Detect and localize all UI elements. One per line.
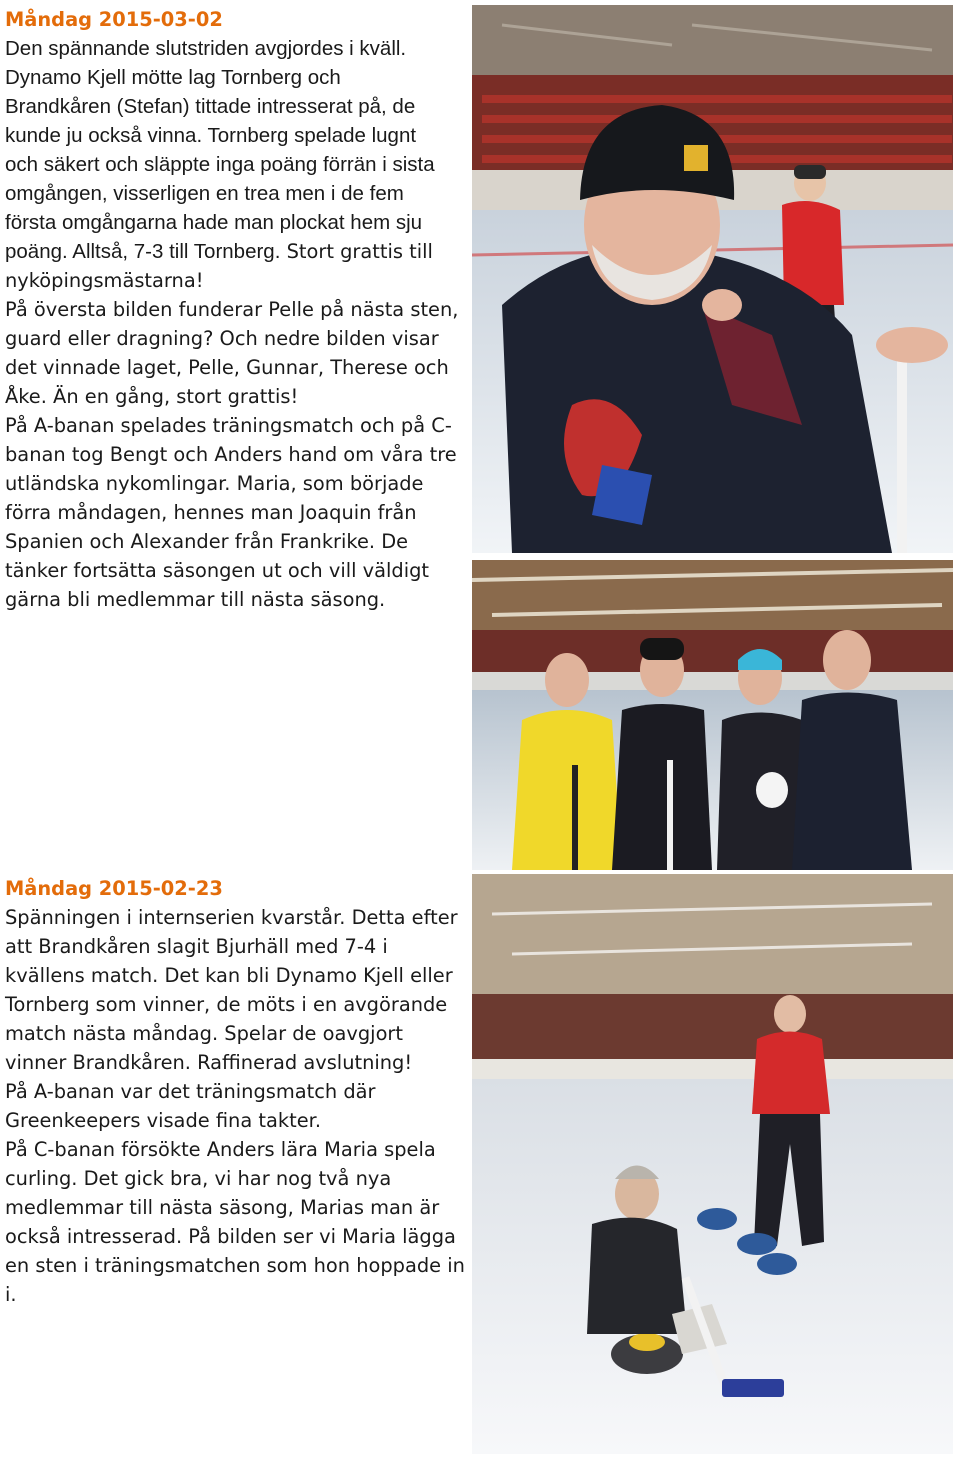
paragraph: Den spännande slutstriden avgjordes i kväll. Dynamo Kjell mötte lag Tornberg och Brandkåren (Stefan) tittade intresserat på, de kunde ju också vinna. Tornberg spelade lugnt och säkert och släppte inga poäng förrän i sista omgången, visserligen en trea men i de fem första omgångarna hade man plockat hem sju poäng. Alltså, 7-3 till Tornberg. Stort grattis till nyköpingsmästarna! [5,37,435,292]
paragraph: På C-banan försökte Anders lära Maria spela curling. Det gick bra, vi har nog två nya medlemmar till nästa säsong, Marias man är också intresserad. På bilden ser vi Maria lägga en sten i träningsmatchen som hon hoppade in i. [5,1138,465,1306]
section-2015-03-02 [5,5,468,614]
paragraph: Spänningen i internserien kvarstår. Detta efter att Brandkåren slagit Bjurhäll med 7-4 i kvällens match. Det kan bli Dynamo Kjell eller Tornberg som vinner, de möts i en avgörande match nästa måndag. Spelar de oavgjort vinner Brandkåren. Raffinerad avslutning! [5,906,458,1074]
paragraph: På A-banan spelades träningsmatch och på C-banan tog Bengt och Anders hand om våra tre utländska nykomlingar. Maria, som började förra måndagen, hennes man Joaquin från Spanien och Alexander från Frankrike. De tänker fortsätta säsongen ut och vill väldigt gärna bli medlemmar till nästa säsong. [5,414,457,611]
section-heading: Måndag 2015-03-02 [5,8,223,31]
paragraph: På A-banan var det träningsmatch där Greenkeepers visade fina takter. [5,1080,376,1132]
paragraph: På översta bilden funderar Pelle på nästa sten, guard eller dragning? Och nedre bilden visar det vinnade laget, Pelle, Gunnar, Therese och Åke. Än en gång, stort grattis! [5,298,459,408]
section-2015-02-23 [5,874,468,1309]
section-heading: Måndag 2015-02-23 [5,877,223,900]
photo-pelle-thinking [472,5,953,553]
photo-winning-team [472,560,953,870]
photo-maria-curling [472,874,953,1454]
